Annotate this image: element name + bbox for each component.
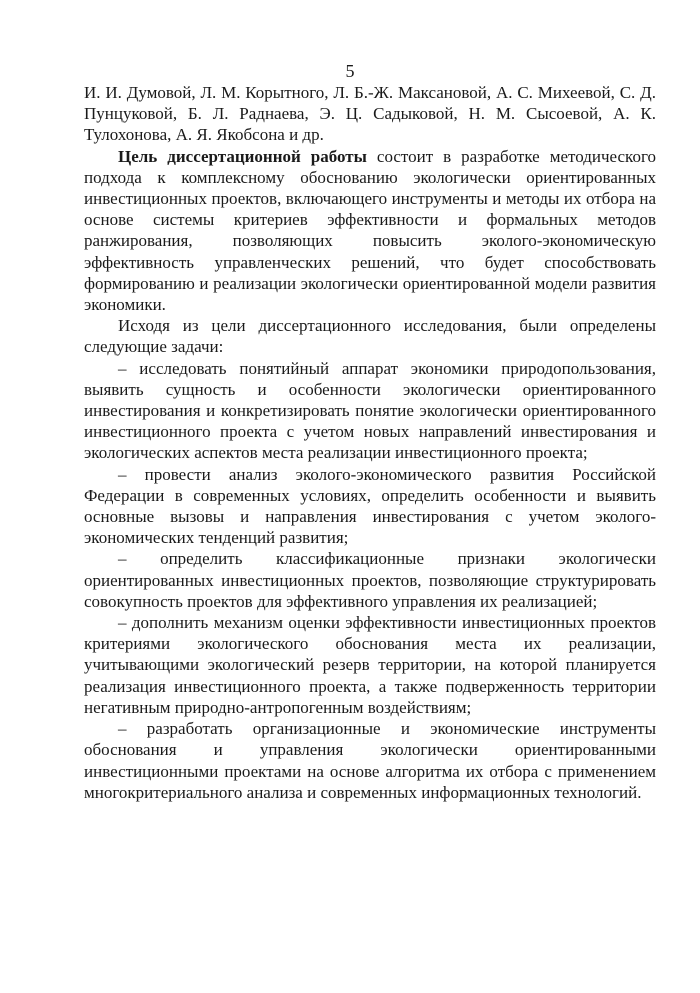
task-item-1: – исследовать понятийный аппарат экономики природопользования, выявить сущность и особенности экологически ориентированного инвестирования и конкретизировать понятие экологически ориентированного инвестиционного проекта с учетом новых направлений инвестирования и экологических аспектов места реализации инвестиционного проекта; [84,358,656,463]
goal-label: Цель диссертационной работы [118,146,367,166]
page-number: 5 [345,61,355,81]
goal-paragraph [84,146,656,316]
goal-text: состоит в разработке методического подхода к комплексному обоснованию экологически ориентированных инвестиционных проектов, включающего инструменты и методы их отбора на основе системы критериев эффективности и формальных методов ранжирования, позволяющих повысить эколого-экономическую эффективность управленческих решений, что будет способствовать формированию и реализации экологически ориентированной модели развития экономики. [84,146,656,315]
task-item-5: – разработать организационные и экономические инструменты обоснования и управления экологически ориентированными инвестиционными проектами на основе алгоритма их отбора с применением многокритериального анализа и современных информационных технологий. [84,719,656,802]
body-text [84,82,656,803]
task-item-2: – провести анализ эколого-экономического развития Российской Федерации в современных условиях, определить особенности и выявить основные вызовы и направления инвестирования с учетом эколого-экономических тенденций развития; [84,464,656,548]
task-item-4: – дополнить механизм оценки эффективности инвестиционных проектов критериями экологического обоснования места их реализации, учитывающими экологический резерв территории, на которой планируется реализация инвестиционного проекта, а также подверженность территории негативным природно-антропогенным воздействиям; [84,613,656,717]
tasks-intro: Исходя из цели диссертационного исследования, были определены следующие задачи: [84,316,656,357]
task-item-3: – определить классификационные признаки экологически ориентированных инвестиционных проектов, позволяющие структурировать совокупность проектов для эффективного управления их реализацией; [84,549,656,611]
intro-paragraph: И. И. Думовой, Л. М. Корытного, Л. Б.-Ж. Максановой, А. С. Михеевой, С. Д. Пунцуковой, Б. Л. Раднаева, Э. Ц. Садыковой, Н. М. Сысоевой, А. К. Тулохонова, А. Я. Якобсона и др. [84,83,656,145]
